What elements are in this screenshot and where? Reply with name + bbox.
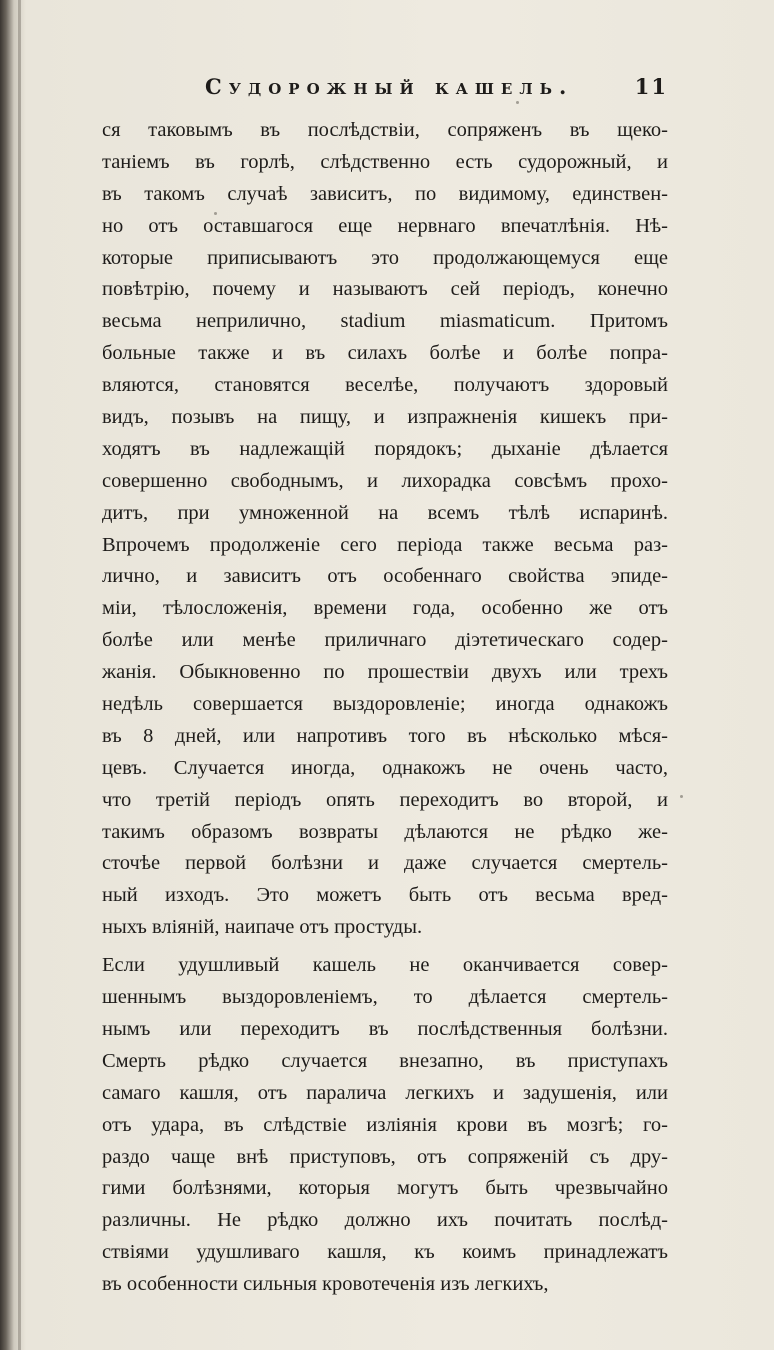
text-line: таніемъ въ горлѣ, слѣдственно есть судорожный, и — [102, 150, 668, 173]
paragraph-2 — [102, 950, 668, 1301]
running-head: Судорожный кашель. — [205, 74, 574, 99]
text-line: цевъ. Случается иногда, однакожъ не очень часто, — [102, 756, 668, 779]
text-line: самаго кашля, отъ паралича легкихъ и задушенія, или — [102, 1081, 668, 1104]
text-line: весьма неприлично, stadium miasmaticum. Притомъ — [102, 310, 668, 333]
print-speck — [214, 212, 217, 215]
text-line: въ особенности сильныя кровотеченія изъ легкихъ, — [102, 1273, 549, 1296]
text-line: Если удушливый кашель не оканчивается совер- — [102, 954, 668, 977]
text-line: Впрочемъ продолженіе сего періода также весьма раз- — [102, 533, 668, 556]
text-line: повѣтрію, почему и называютъ сей періодъ, конечно — [102, 278, 668, 301]
text-line: въ 8 дней, или напротивъ того въ нѣсколько мѣся- — [102, 724, 668, 747]
text-line: лично, и зависитъ отъ особеннаго свойства эпиде- — [102, 565, 668, 588]
text-line: жанія. Обыкновенно по прошествіи двухъ или трехъ — [102, 661, 668, 684]
text-line: недѣль совершается выздоровленіе; иногда однакожъ — [102, 693, 668, 716]
text-line: болѣе или менѣе приличнаго діэтетическаго содер- — [102, 629, 668, 652]
text-line: ныхъ вліяній, наипаче отъ простуды. — [102, 916, 423, 939]
text-line: въ такомъ случаѣ зависитъ, по видимому, единствен- — [102, 182, 668, 205]
text-line: что третій періодъ опять переходитъ во второй, и — [102, 788, 668, 811]
body-text — [102, 115, 668, 1301]
text-line: сточѣе первой болѣзни и даже случается смертель- — [102, 852, 668, 875]
text-line: различны. Не рѣдко должно ихъ почитать послѣд- — [102, 1209, 668, 1232]
paragraph-1 — [102, 115, 668, 944]
text-line: гими болѣзнями, которыя могутъ быть чрезвычайно — [102, 1177, 668, 1200]
text-line: Смерть рѣдко случается внезапно, въ приступахъ — [102, 1049, 668, 1072]
text-line: шеннымъ выздоровленіемъ, то дѣлается смертель- — [102, 986, 668, 1009]
text-line: больные также и въ силахъ болѣе и болѣе попра- — [102, 342, 668, 365]
print-speck — [516, 101, 519, 104]
text-line: но отъ оставшагося еще нервнаго впечатлѣнія. Нѣ- — [102, 214, 668, 237]
text-line: ствіями удушливаго кашля, къ коимъ принадлежатъ — [102, 1241, 668, 1264]
text-line: міи, тѣлосложенія, времени года, особенно же отъ — [102, 597, 668, 620]
text-line: совершенно свободнымъ, и лихорадка совсѣмъ прохо- — [102, 469, 668, 492]
text-line: ходятъ въ надлежащій порядокъ; дыханіе дѣлается — [102, 437, 668, 460]
book-gutter-edge — [18, 0, 21, 1350]
text-line: которые приписываютъ это продолжающемуся еще — [102, 246, 668, 269]
text-line: нымъ или переходитъ въ послѣдственныя болѣзни. — [102, 1017, 668, 1040]
text-line: такимъ образомъ возвраты дѣлаются не рѣдко же- — [102, 820, 668, 843]
page-number: 11 — [634, 74, 668, 99]
text-line: ный изходъ. Это можетъ быть отъ весьма вред- — [102, 884, 668, 907]
text-line: дитъ, при умноженной на всемъ тѣлѣ испаринѣ. — [102, 501, 668, 524]
text-line: вляются, становятся веселѣе, получаютъ здоровый — [102, 374, 668, 397]
text-line: отъ удара, въ слѣдствіе изліянія крови въ мозгѣ; го- — [102, 1113, 668, 1136]
page-header — [100, 74, 670, 108]
print-speck — [680, 795, 683, 798]
text-line: раздо чаще внѣ приступовъ, отъ сопряженій съ дру- — [102, 1145, 668, 1168]
text-line: видъ, позывъ на пищу, и изпражненія кишекъ при- — [102, 406, 668, 429]
text-line: ся таковымъ въ послѣдствіи, сопряженъ въ щеко- — [102, 119, 668, 141]
